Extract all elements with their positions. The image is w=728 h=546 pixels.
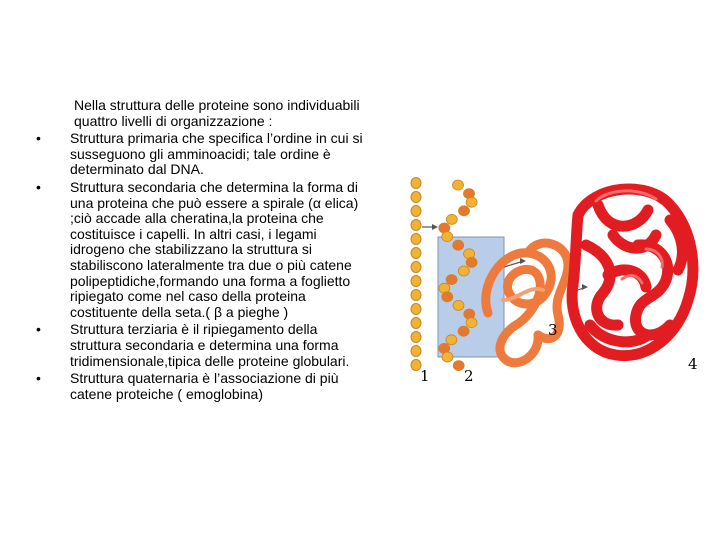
arrow-head-icon	[432, 224, 438, 230]
helix-bead	[446, 335, 457, 345]
text-block	[36, 98, 366, 404]
helix-bead	[466, 318, 477, 328]
helix-bead	[453, 240, 464, 250]
helix-bead	[459, 206, 470, 216]
arrow-head-icon	[520, 258, 526, 264]
amino-acid-bead	[411, 178, 421, 189]
amino-acid-bead	[411, 318, 421, 329]
amino-acid-bead	[411, 248, 421, 259]
helix-bead	[453, 180, 464, 190]
amino-acid-bead	[411, 206, 421, 217]
amino-acid-bead	[411, 290, 421, 301]
bullet-symbol: •	[36, 321, 41, 338]
figure-label-2: 2	[464, 367, 474, 385]
bullet-symbol: •	[36, 178, 41, 195]
protein-structure-illustration	[408, 175, 708, 405]
figure-label-3: 3	[548, 321, 558, 339]
figure-label-4: 4	[688, 355, 698, 373]
helix-bead	[446, 275, 457, 285]
amino-acid-bead	[411, 332, 421, 343]
bullet-symbol: •	[36, 130, 41, 147]
amino-acid-bead	[411, 192, 421, 203]
intro-text: Nella struttura delle proteine sono individuabili quattro livelli di organizzazione :	[74, 97, 360, 129]
bullet-symbol: •	[36, 370, 41, 387]
amino-acid-bead	[411, 276, 421, 287]
protein-structure-figure	[408, 175, 708, 405]
amino-acid-bead	[411, 346, 421, 357]
helix-bead	[442, 292, 453, 302]
helix-bead	[453, 361, 464, 371]
bullet-item-tertiary	[36, 322, 366, 369]
helix-bead	[466, 257, 477, 267]
amino-acid-bead	[411, 304, 421, 315]
primary-structure-chain	[411, 178, 421, 371]
bullet-item-quaternary	[36, 371, 366, 402]
bullet-text: Struttura terziaria è il ripiegamento della struttura secondaria e determina una forma tridimensionale,tipica delle proteine globulari.	[70, 321, 350, 369]
figure-label-1: 1	[420, 367, 430, 385]
helix-bead	[458, 266, 469, 276]
bullet-item-primary	[36, 131, 366, 178]
quaternary-structure-complex	[572, 189, 693, 356]
helix-bead	[453, 300, 464, 310]
amino-acid-bead	[411, 234, 421, 245]
helix-bead	[466, 197, 477, 207]
bullet-item-secondary	[36, 180, 366, 320]
helix-bead	[442, 352, 453, 362]
amino-acid-bead	[411, 220, 421, 231]
bullet-text: Struttura primaria che specifica l’ordine in cui si susseguono gli amminoacidi; tale ordine è determinato dal DNA.	[70, 130, 363, 178]
arrow-head-icon	[582, 284, 588, 290]
helix-bead	[446, 214, 457, 224]
bullet-text: Struttura quaternaria è l’associazione di più catene proteiche ( emoglobina)	[70, 370, 339, 402]
amino-acid-bead	[411, 262, 421, 273]
helix-bead	[442, 232, 453, 242]
helix-bead	[458, 326, 469, 336]
bullet-text: Struttura secondaria che determina la forma di una proteina che può essere a spirale (α elica) ;ciò accade alla cheratina,la proteina che costituisce i capelli. In altri casi, i legami idrogeno che stabilizzano la struttura si stabiliscono lateralmente tra due o più catene polipeptidiche,formando una forma a foglietto ripiegato come nel caso della proteina costituente della seta.( β a pieghe )	[70, 178, 359, 320]
